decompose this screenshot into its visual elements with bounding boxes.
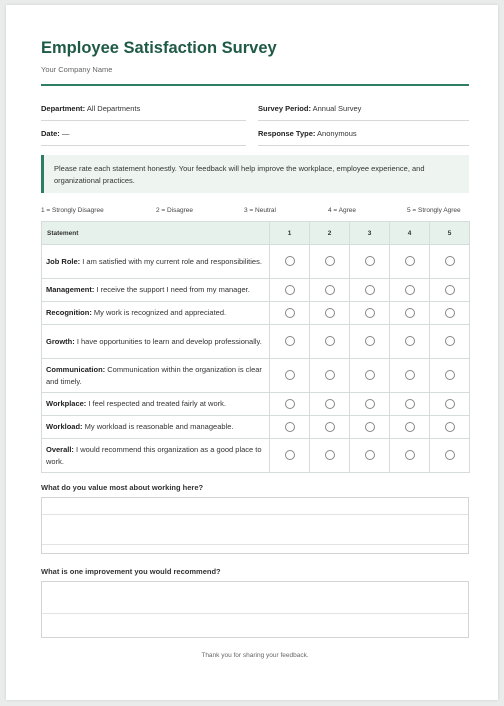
rating-radio-2[interactable]	[325, 399, 335, 409]
rating-radio-1[interactable]	[285, 450, 295, 460]
rating-radio-1[interactable]	[285, 256, 295, 266]
scale-legend-2: 2 = Disagree	[156, 207, 194, 214]
rating-radio-2[interactable]	[325, 370, 335, 380]
statement-cell	[42, 416, 270, 439]
date-field	[41, 129, 69, 138]
response-type-label: Response Type:	[258, 129, 316, 138]
rating-cell-4	[390, 302, 430, 325]
rating-radio-3[interactable]	[365, 450, 375, 460]
department-value: All Departments	[86, 104, 141, 113]
rating-cell-4	[390, 245, 430, 279]
rating-cell-3	[350, 325, 390, 359]
rating-radio-3[interactable]	[365, 285, 375, 295]
rating-cell-3	[350, 393, 390, 416]
survey-page	[6, 5, 498, 700]
statement-cell	[42, 279, 270, 302]
answer-box-improvement[interactable]	[41, 581, 469, 638]
statement-label: Growth:	[46, 336, 75, 346]
survey-period-underline	[258, 120, 469, 121]
date-value: —	[61, 129, 70, 138]
rating-cell-5	[430, 245, 470, 279]
answer-line	[42, 514, 468, 515]
statement-text: I receive the support I need from my manager.	[96, 285, 250, 294]
rating-radio-2[interactable]	[325, 256, 335, 266]
rating-radio-5[interactable]	[445, 336, 455, 346]
scale-legend-4: 4 = Agree	[328, 207, 357, 214]
table-row	[42, 302, 470, 325]
statement-cell	[42, 439, 270, 473]
statement-text: I would recommend this organization as a good place to work.	[46, 444, 262, 466]
question-improvement: What is one improvement you would recommend?	[41, 567, 221, 576]
scale-legend-5: 5 = Strongly Agree	[407, 207, 461, 214]
rating-radio-5[interactable]	[445, 399, 455, 409]
rating-radio-5[interactable]	[445, 422, 455, 432]
rating-radio-4[interactable]	[405, 256, 415, 266]
statement-label: Job Role:	[46, 256, 81, 266]
rating-cell-5	[430, 279, 470, 302]
survey-period-field	[258, 104, 361, 113]
statement-label: Workload:	[46, 422, 83, 431]
rating-cell-3	[350, 302, 390, 325]
rating-cell-3	[350, 245, 390, 279]
department-underline	[41, 120, 246, 121]
rating-radio-2[interactable]	[325, 422, 335, 432]
rating-cell-1	[270, 325, 310, 359]
rating-radio-4[interactable]	[405, 285, 415, 295]
date-label: Date:	[41, 129, 60, 138]
statement-label: Recognition:	[46, 308, 92, 317]
rating-column-header-1: 1	[270, 222, 310, 245]
rating-radio-4[interactable]	[405, 422, 415, 432]
statement-cell	[42, 325, 270, 359]
question-value-most: What do you value most about working here?	[41, 483, 204, 492]
rating-cell-2	[310, 302, 350, 325]
rating-radio-5[interactable]	[445, 450, 455, 460]
rating-cell-3	[350, 416, 390, 439]
rating-cell-2	[310, 245, 350, 279]
table-row	[42, 416, 470, 439]
rating-radio-3[interactable]	[365, 308, 375, 318]
rating-table	[41, 221, 470, 473]
statement-cell	[42, 302, 270, 325]
statement-label: Management:	[46, 285, 95, 294]
table-row	[42, 279, 470, 302]
date-underline	[41, 145, 246, 146]
rating-radio-3[interactable]	[365, 256, 375, 266]
statement-text: My work is recognized and appreciated.	[93, 308, 227, 317]
rating-radio-1[interactable]	[285, 399, 295, 409]
rating-cell-5	[430, 302, 470, 325]
statement-text: I feel respected and treated fairly at work.	[88, 399, 226, 408]
table-row	[42, 325, 470, 359]
rating-column-header-5: 5	[430, 222, 470, 245]
rating-radio-5[interactable]	[445, 370, 455, 380]
rating-radio-1[interactable]	[285, 422, 295, 432]
survey-period-value: Annual Survey	[312, 104, 362, 113]
response-type-value: Anonymous	[317, 129, 357, 138]
table-row	[42, 439, 470, 473]
rating-cell-5	[430, 359, 470, 393]
rating-cell-4	[390, 359, 430, 393]
rating-cell-4	[390, 416, 430, 439]
rating-cell-2	[310, 393, 350, 416]
rating-cell-1	[270, 359, 310, 393]
rating-cell-1	[270, 245, 310, 279]
rating-radio-4[interactable]	[405, 370, 415, 380]
instructions-note: Please rate each statement honestly. Your feedback will help improve the workplace, employee experience, and organizational practices.	[41, 155, 469, 193]
page-title: Employee Satisfaction Survey	[41, 39, 277, 57]
answer-box-value-most[interactable]	[41, 497, 469, 554]
rating-cell-4	[390, 439, 430, 473]
rating-column-header-2: 2	[310, 222, 350, 245]
rating-radio-3[interactable]	[365, 336, 375, 346]
rating-radio-2[interactable]	[325, 450, 335, 460]
rating-cell-5	[430, 439, 470, 473]
rating-cell-2	[310, 279, 350, 302]
rating-radio-3[interactable]	[365, 370, 375, 380]
rating-radio-3[interactable]	[365, 422, 375, 432]
statement-text: Communication within the organization is clear and timely.	[46, 364, 262, 386]
table-row	[42, 393, 470, 416]
rating-cell-4	[390, 279, 430, 302]
table-row	[42, 359, 470, 393]
rating-radio-4[interactable]	[405, 399, 415, 409]
rating-cell-1	[270, 393, 310, 416]
footer-note: Thank you for sharing your feedback.	[201, 652, 309, 659]
rating-cell-4	[390, 393, 430, 416]
rating-cell-1	[270, 302, 310, 325]
rating-radio-3[interactable]	[365, 399, 375, 409]
rating-cell-3	[350, 279, 390, 302]
scale-legend-3: 3 = Neutral	[244, 207, 276, 214]
rating-radio-4[interactable]	[405, 308, 415, 318]
rating-cell-1	[270, 439, 310, 473]
statement-cell	[42, 393, 270, 416]
answer-line	[42, 613, 468, 614]
rating-column-header-3: 3	[350, 222, 390, 245]
answer-line	[42, 544, 468, 545]
statement-text: I am satisfied with my current role and responsibilities.	[82, 256, 262, 266]
statement-label: Communication:	[46, 364, 106, 374]
rating-radio-1[interactable]	[285, 336, 295, 346]
table-row	[42, 245, 470, 279]
rating-rows	[42, 245, 470, 473]
response-type-field	[258, 129, 357, 138]
department-label: Department:	[41, 104, 86, 113]
rating-cell-4	[390, 325, 430, 359]
department-field	[41, 104, 140, 113]
rating-radio-4[interactable]	[405, 450, 415, 460]
table-header-row	[42, 222, 470, 245]
statement-label: Workplace:	[46, 399, 87, 408]
rating-radio-2[interactable]	[325, 308, 335, 318]
rating-radio-2[interactable]	[325, 336, 335, 346]
rating-cell-3	[350, 439, 390, 473]
statement-label: Overall:	[46, 444, 74, 454]
rating-cell-2	[310, 359, 350, 393]
rating-radio-4[interactable]	[405, 336, 415, 346]
statement-column-header: Statement	[42, 222, 270, 245]
rating-radio-1[interactable]	[285, 370, 295, 380]
rating-cell-5	[430, 416, 470, 439]
rating-cell-5	[430, 393, 470, 416]
rating-cell-1	[270, 279, 310, 302]
response-type-underline	[258, 145, 469, 146]
statement-cell	[42, 359, 270, 393]
rating-column-header-4: 4	[390, 222, 430, 245]
rating-cell-2	[310, 325, 350, 359]
statement-cell	[42, 245, 270, 279]
survey-period-label: Survey Period:	[258, 104, 311, 113]
rating-radio-5[interactable]	[445, 308, 455, 318]
rating-cell-3	[350, 359, 390, 393]
rating-radio-5[interactable]	[445, 285, 455, 295]
rating-cell-2	[310, 439, 350, 473]
statement-text: I have opportunities to learn and develop professionally.	[76, 336, 262, 346]
company-name: Your Company Name	[41, 65, 113, 74]
rating-cell-2	[310, 416, 350, 439]
rating-cell-5	[430, 325, 470, 359]
rating-radio-5[interactable]	[445, 256, 455, 266]
rating-radio-1[interactable]	[285, 285, 295, 295]
header-divider	[41, 84, 469, 86]
rating-cell-1	[270, 416, 310, 439]
rating-radio-2[interactable]	[325, 285, 335, 295]
statement-text: My workload is reasonable and manageable.	[84, 422, 234, 431]
scale-legend-1: 1 = Strongly Disagree	[41, 207, 104, 214]
rating-radio-1[interactable]	[285, 308, 295, 318]
